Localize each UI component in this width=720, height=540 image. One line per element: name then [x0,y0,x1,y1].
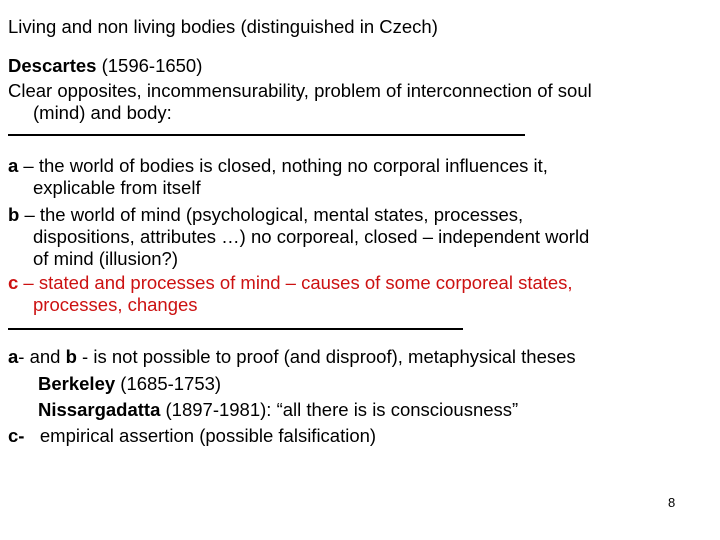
page-number: 8 [668,495,676,510]
item-b-line-3: of mind (illusion?) [33,248,178,269]
divider-top [8,134,525,136]
item-b-line-2: dispositions, attributes …) no corporeal, closed – independent world [33,226,590,247]
item-c-letter: c [8,272,19,293]
item-a-line-2: explicable from itself [33,177,201,198]
item-c-text: – stated and processes of mind – causes of some corporeal states, [18,272,573,293]
descartes-heading [8,55,202,77]
ab-text: - is not possible to proof (and disproof), metaphysical theses [76,346,576,367]
c-conclusion [8,425,376,447]
descartes-line-2: (mind) and body: [33,102,172,123]
ab-letter-a: a [8,346,19,367]
ab-letter-b: b [65,346,77,367]
item-b-line-1 [8,204,523,226]
berkeley-line [38,373,221,395]
berkeley-name: Berkeley [38,373,116,394]
nissargadatta-line [38,399,518,421]
slide-title: Living and non living bodies (distinguished in Czech) [8,16,438,37]
c-letter: c- [8,425,25,446]
item-a-text: – the world of bodies is closed, nothing no corporal influences it, [18,155,548,176]
item-a-letter: a [8,155,19,176]
item-c-line-1 [8,272,573,294]
item-a-line-1 [8,155,548,177]
ab-conclusion [8,346,576,368]
descartes-name: Descartes [8,55,97,76]
ab-connector: - and [18,346,66,367]
descartes-years: (1596-1650) [96,55,203,76]
item-b-text: – the world of mind (psychological, mental states, processes, [19,204,524,225]
nissargadatta-name: Nissargadatta [38,399,161,420]
divider-bottom [8,328,463,330]
item-c-line-2: processes, changes [33,294,198,315]
item-b-letter: b [8,204,20,225]
berkeley-years: (1685-1753) [115,373,222,394]
nissargadatta-quote: (1897-1981): “all there is is consciousness” [160,399,519,420]
c-text: empirical assertion (possible falsification) [24,425,377,446]
descartes-line-1: Clear opposites, incommensurability, problem of interconnection of soul [8,80,592,101]
